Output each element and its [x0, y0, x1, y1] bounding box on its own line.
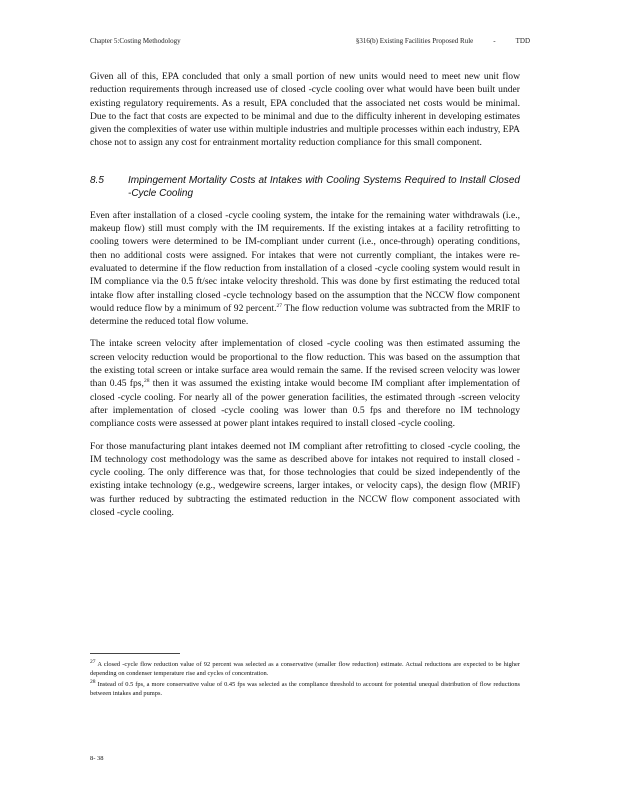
paragraph-2 [90, 209, 520, 329]
header-dash: - [493, 37, 496, 45]
header-rule-title: §316(b) Existing Facilities Proposed Rule [355, 37, 474, 45]
footnote-28-number: 28 [90, 678, 96, 685]
page-body [90, 70, 520, 528]
paragraph-2-text-cont: The flow reduction volume was subtracted from the MRIF to determine the reduced total flow volume. [90, 302, 520, 328]
section-title: Impingement Mortality Costs at Intakes with Cooling Systems Required to Install Closed -Cycle Cooling [128, 174, 520, 199]
footnote-27 [90, 660, 520, 678]
footnote-28 [90, 680, 520, 698]
paragraph-4: For those manufacturing plant intakes deemed not IM compliant after retrofitting to closed -cycle cooling, the IM technology cost methodology was the same as described above for intakes not required to install closed -cycle cooling. The only difference was that, for those technologies that could be sized independently of the existing intake technology (e.g., wedgewire screens, larger intakes, or velocity caps), the design flow (MRIF) was further reduced by subtracting the estimated reduction in the NCCW flow component associated with closed -cycle cooling. [90, 440, 520, 519]
section-number: 8.5 [90, 174, 104, 186]
footnote-28-text: Instead of 0.5 fps, a more conservative value of 0.45 fps was selected as the compliance threshold to account for potential unequal distribution of flow reductions between intakes and pumps. [90, 681, 520, 697]
footnote-ref-28: 28 [143, 378, 150, 385]
paragraph-1: Given all of this, EPA concluded that only a small portion of new units would need to meet new unit flow reduction requirements through increased use of closed -cycle cooling over what would have been built under existing regulatory requirements. As a result, EPA concluded that the associated net costs would be minimal. Due to the fact that costs are expected to be minimal and due to the difficulty inherent in developing estimates given the complexities of water use within multiple industries and multiple processes within each industry, EPA chose not to assign any cost for entrainment mortality reduction compliance for this small component. [90, 71, 520, 149]
footnote-27-number: 27 [90, 658, 96, 665]
footnote-divider [90, 653, 180, 654]
page-header [90, 37, 530, 45]
paragraph-2-text: Even after installation of a closed -cycle cooling system, the intake for the remaining water withdrawals (i.e., makeup flow) still must comply with the IM requirements. If the existing intakes at a facility retrofitting to cooling towers were determined to be IM-compliant under current (i.e., once-through) operating conditions, then no additional costs were assigned. For intakes that were not currently compliant, the intakes were re-evaluated to determine if the flow reduction from installation of a closed -cycle cooling system would result in IM compliance via the 0.5 ft/sec intake velocity threshold. This was done by first estimating the reduced total intake flow after installing closed -cycle technology based on the assumption that the NCCW flow component would reduce flow by a minimum of 92 percent. [90, 209, 520, 314]
section-heading [90, 174, 520, 200]
paragraph-3-text: The intake screen velocity after implementation of closed -cycle cooling was then estimated assuming the screen velocity reduction would be proportional to the flow reduction. This was based on the assumption that the existing total screen or intake surface area would remain the same. If the revised screen velocity was lower than 0.45 fps, [90, 338, 520, 390]
footnotes [90, 660, 520, 700]
footnote-27-text: A closed -cycle flow reduction value of 92 percent was selected as a conservative (smaller flow reduction) estimate. Actual reductions are expected to be higher depending on condenser temperature rise and cycles of concentration. [90, 661, 520, 677]
header-chapter: Chapter 5:Costing Methodology [90, 37, 181, 45]
paragraph-3-text-cont: then it was assumed the existing intake would become IM compliant after implementation of closed -cycle cooling. For nearly all of the power generation facilities, the estimated through -screen velocity after implementation of closed -cycle cooling was lower than 0.5 fps and therefore no IM technology compliance costs were assessed at power plant intakes required to install closed -cycle cooling. [90, 378, 520, 430]
paragraph-3 [90, 337, 520, 430]
page-number: 8- 38 [90, 755, 104, 762]
footnote-ref-27: 27 [276, 302, 283, 309]
header-doc-type: TDD [515, 37, 530, 45]
